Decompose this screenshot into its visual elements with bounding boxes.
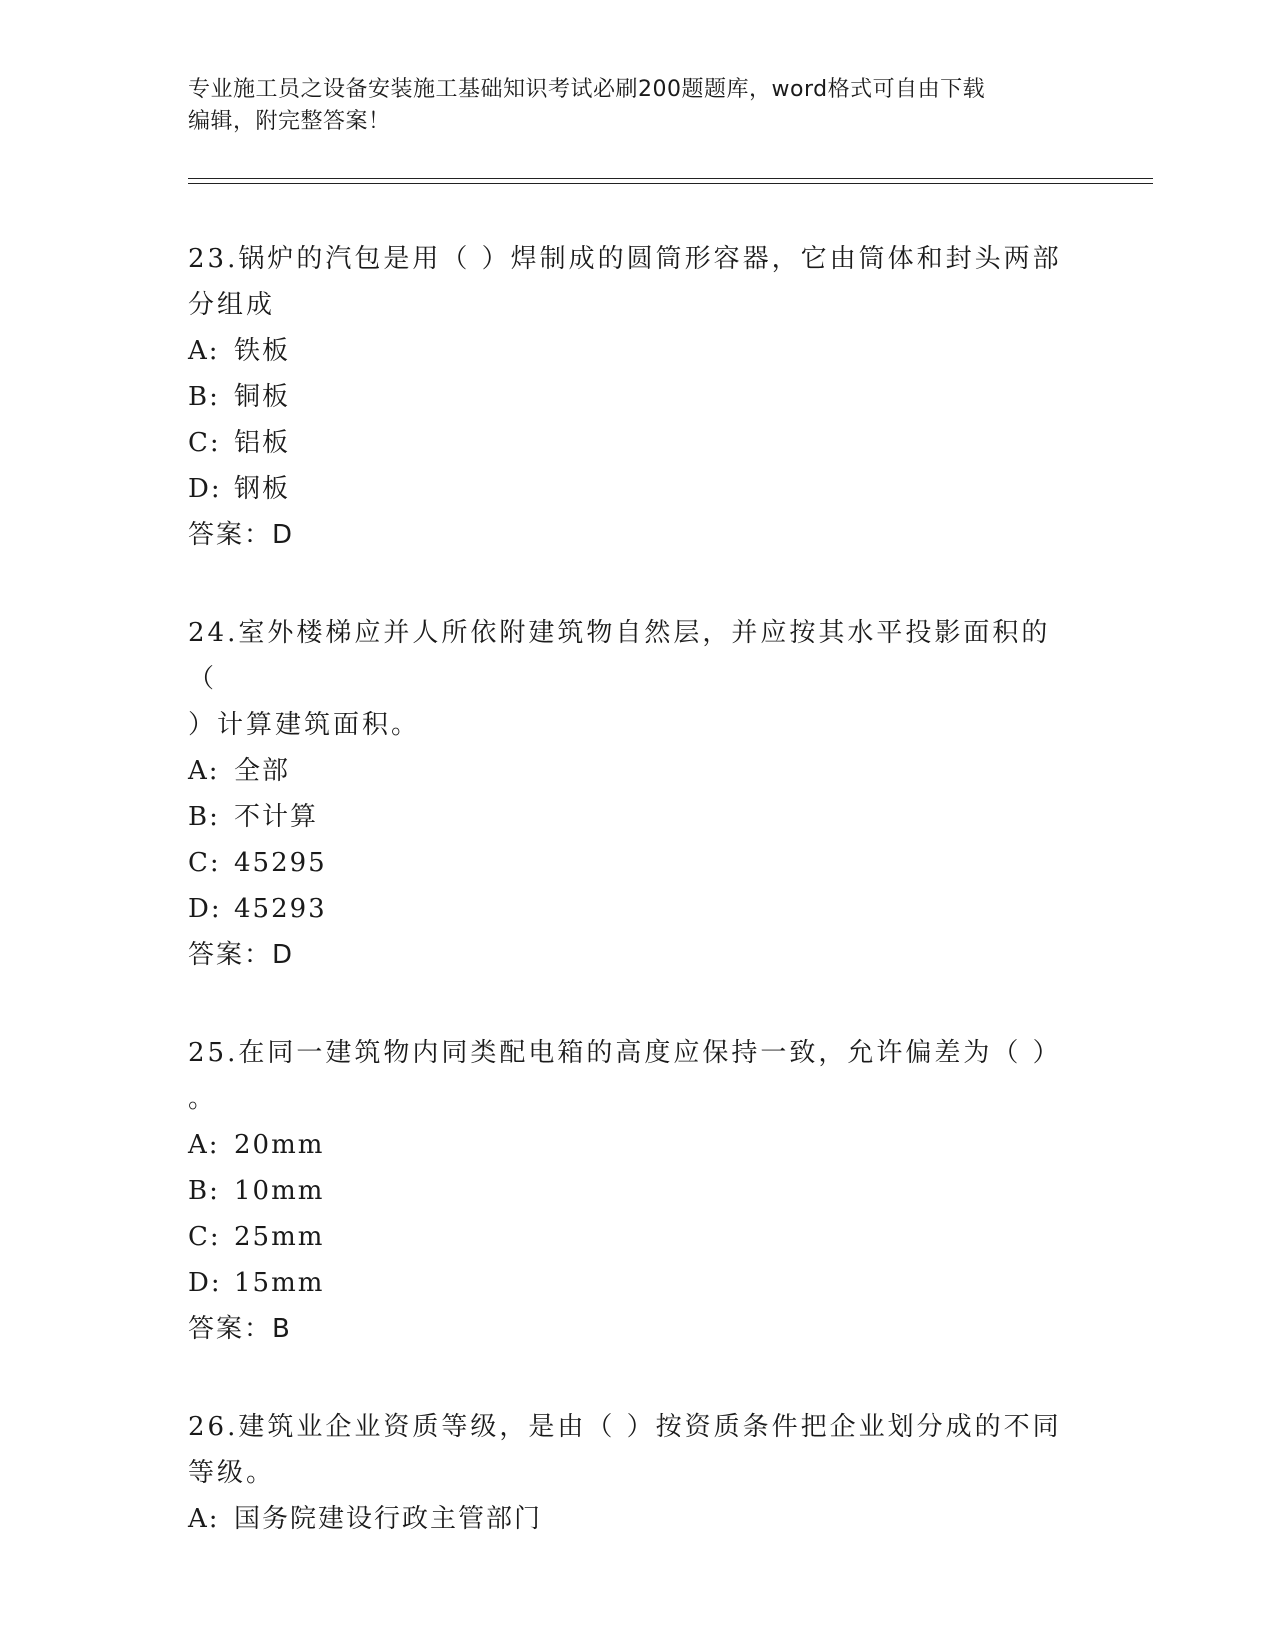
option-a [188,1122,1068,1168]
option-d [188,886,1068,932]
option-letter: C: [188,428,221,458]
document-header [188,74,1088,138]
option-text: 15mm [234,1268,325,1298]
question-text-line: 等级。 [188,1458,276,1488]
option-text: 国务院建设行政主管部门 [234,1504,543,1534]
question-25 [188,1030,1068,1352]
option-letter: D: [188,894,222,924]
option-letter: A: [188,756,220,786]
option-letter: B: [188,382,220,412]
option-b [188,794,1068,840]
header-divider-top [188,178,1153,179]
question-list [188,236,1068,1594]
question-24 [188,610,1068,978]
question-text-line: 26.建筑业企业资质等级，是由（ ）按资质条件把企业划分成的不同 [188,1412,1062,1442]
option-b [188,1168,1068,1214]
option-letter: C: [188,1222,221,1252]
option-c [188,840,1068,886]
question-26 [188,1404,1068,1542]
header-line-1: 专业施工员之设备安装施工基础知识考试必刷200题题库，word格式可自由下载 [188,77,986,102]
option-text: 25mm [234,1222,325,1252]
option-text: 铝板 [234,428,291,458]
question-text-line: 24.室外楼梯应并人所依附建筑物自然层，并应按其水平投影面积的（ [188,618,1051,694]
question-text-line: 25.在同一建筑物内同类配电箱的高度应保持一致，允许偏差为（ ） [188,1038,1062,1068]
question-23 [188,236,1068,558]
option-letter: B: [188,1176,220,1206]
option-a [188,748,1068,794]
question-text-line: 23.锅炉的汽包是用（ ）焊制成的圆筒形容器，它由筒体和封头两部 [188,244,1062,274]
option-text: 全部 [234,756,291,786]
option-a [188,1496,1068,1542]
question-text-line: 。 [188,1084,218,1114]
option-letter: A: [188,336,220,366]
option-text: 20mm [234,1130,325,1160]
option-letter: A: [188,1130,220,1160]
option-text: 不计算 [234,802,319,832]
option-c [188,420,1068,466]
option-text: 铁板 [234,336,291,366]
option-c [188,1214,1068,1260]
option-letter: B: [188,802,220,832]
header-divider-bottom [188,183,1153,184]
option-a [188,328,1068,374]
option-text: 铜板 [234,382,291,412]
option-b [188,374,1068,420]
option-d [188,1260,1068,1306]
question-text-line: ）计算建筑面积。 [188,710,421,740]
option-d [188,466,1068,512]
option-text: 45295 [234,848,327,878]
option-letter: C: [188,848,221,878]
option-text: 钢板 [234,474,291,504]
option-letter: A: [188,1504,220,1534]
option-letter: D: [188,474,222,504]
answer-line: 答案：D [188,520,295,550]
question-text-line: 分组成 [188,290,276,320]
option-letter: D: [188,1268,222,1298]
answer-line: 答案：D [188,940,295,970]
header-line-2: 编辑，附完整答案！ [188,109,391,134]
answer-line: 答案：B [188,1314,292,1344]
option-text: 10mm [234,1176,325,1206]
option-text: 45293 [234,894,327,924]
